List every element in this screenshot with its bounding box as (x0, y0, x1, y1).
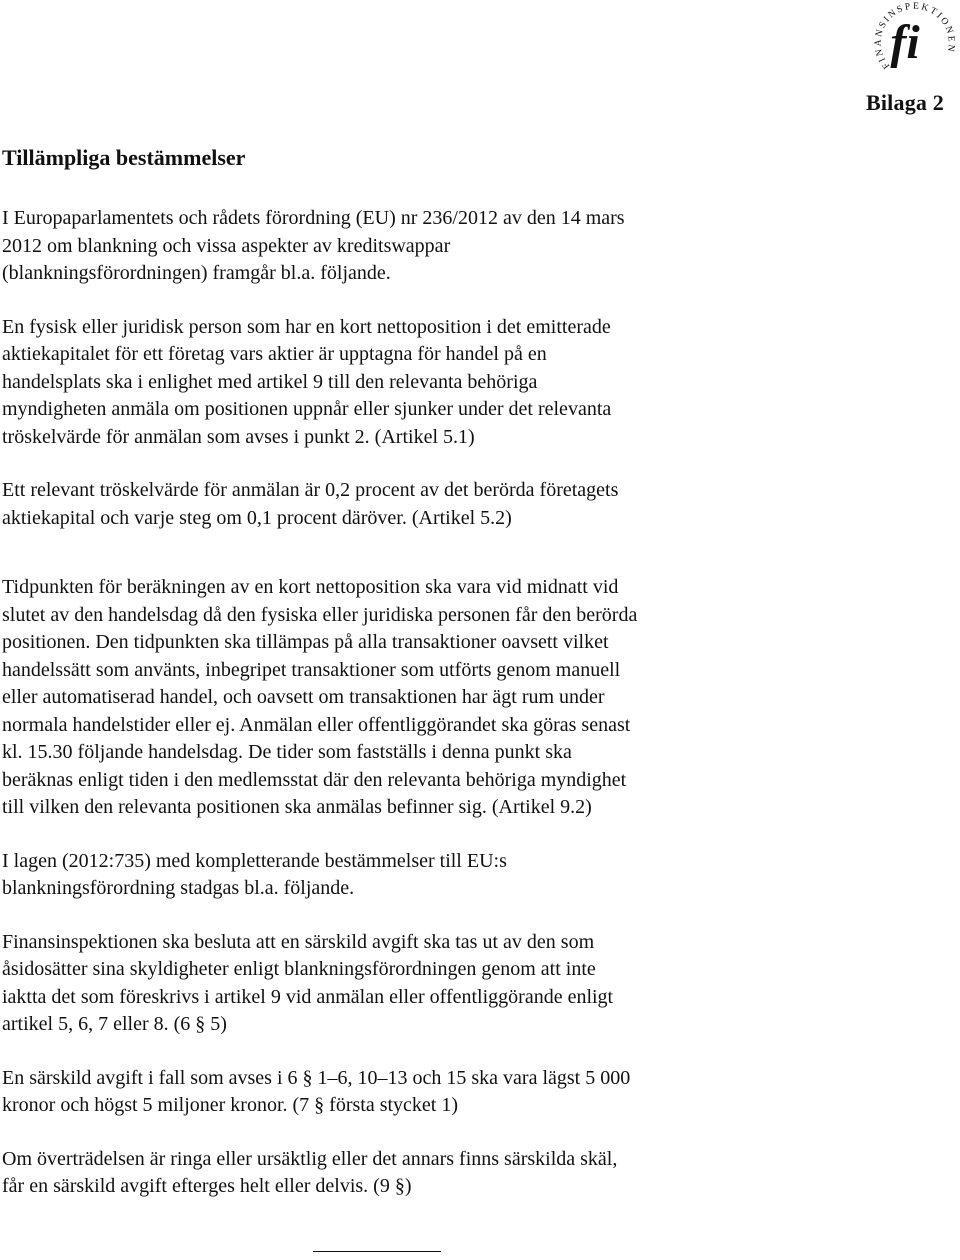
text-line: handelsplats ska i enlighet med artikel 9 till den relevanta behöriga (2, 370, 538, 393)
text-line: kronor och högst 5 miljoner kronor. (7 § första stycket 1) (2, 1094, 459, 1116)
text-line: (blankningsförordningen) framgår bl.a. följande. (2, 262, 391, 284)
text-line: handelssätt som använts, inbegripet transaktioner som utförts genom manuell (2, 658, 621, 681)
text-line: åsidosätter sina skyldigheter enligt blankningsförordningen genom att inte (2, 958, 596, 980)
text-line: Om överträdelsen är ringa eller ursäktlig eller det annars finns särskilda skäl, (2, 1147, 618, 1170)
text-line: Tidpunkten för beräkningen av en kort nettoposition ska vara vid midnatt vid (2, 576, 619, 598)
text-line: aktiekapitalet för ett företag vars aktier är upptagna för handel på en (2, 343, 547, 365)
document-body (2, 143, 922, 1227)
text-line: blankningsförordning stadgas bl.a. följande. (2, 877, 355, 899)
logo-monogram: fi (890, 16, 920, 69)
logo-ring-text: FINANSINSPEKTIONEN (873, 1, 956, 71)
text-line: artikel 5, 6, 7 eller 8. (6 § 5) (2, 1013, 227, 1035)
document-title: Tillämpliga bestämmelser (2, 145, 246, 170)
text-line: får en särskild avgift efterges helt eller delvis. (9 §) (2, 1175, 412, 1197)
paragraph-swedish-law-intro (2, 848, 922, 903)
text-line: till vilken den relevanta positionen ska anmälas befinner sig. (Artikel 9.2) (2, 796, 592, 818)
finansinspektionen-logo (860, 0, 960, 90)
text-line: iaktta det som föreskrivs i artikel 9 vid anmälan eller offentliggörande enligt (2, 985, 614, 1008)
text-line: normala handelstider eller ej. Anmälan eller offentliggörandet ska göras senast (2, 713, 631, 736)
paragraph-intro-regulation (2, 205, 922, 288)
text-line: myndigheten anmäla om positionen uppnår eller sjunker under det relevanta (2, 398, 612, 420)
text-line: En fysisk eller juridisk person som har en kort nettoposition i det emitterade (2, 315, 611, 338)
text-line: Finansinspektionen ska besluta att en särskild avgift ska tas ut av den som (2, 930, 595, 953)
text-line: beräknas enligt tiden i den medlemsstat där den relevanta behöriga myndighet (2, 768, 627, 791)
text-line: aktiekapital och varje steg om 0,1 procent däröver. (Artikel 5.2) (2, 506, 512, 529)
paragraph-article-5-1 (2, 314, 922, 452)
text-line: positionen. Den tidpunkten ska tillämpas på alla transaktioner oavsett vilket (2, 631, 609, 653)
text-line: En särskild avgift i fall som avses i 6 § 1–6, 10–13 och 15 ska vara lägst 5 000 (2, 1066, 631, 1089)
paragraph-article-9-2 (2, 574, 922, 822)
text-line: tröskelvärde för anmälan som avses i punkt 2. (Artikel 5.1) (2, 425, 475, 448)
footer-divider (313, 1251, 441, 1252)
paragraph-section-7 (2, 1065, 922, 1120)
text-line: eller automatiserad handel, och oavsett om transaktionen har ägt rum under (2, 686, 605, 708)
fi-seal-icon (860, 0, 960, 90)
text-line: kl. 15.30 följande handelsdag. De tider som fastställs i denna punkt ska (2, 741, 572, 763)
text-line: slutet av den handelsdag då den fysiska eller juridiska personen får den berörda (2, 603, 638, 626)
paragraph-article-5-2 (2, 477, 922, 532)
text-line: Ett relevant tröskelvärde för anmälan är 0,2 procent av det berörda företagets (2, 479, 619, 501)
paragraph-section-6 (2, 929, 922, 1039)
text-line: I Europaparlamentets och rådets förordning (EU) nr 236/2012 av den 14 mars (2, 207, 625, 229)
appendix-label: Bilaga 2 (866, 90, 944, 115)
text-line: I lagen (2012:735) med kompletterande bestämmelser till EU:s (2, 849, 507, 872)
paragraph-section-9 (2, 1146, 922, 1201)
text-line: 2012 om blankning och vissa aspekter av kreditswappar (2, 234, 451, 257)
